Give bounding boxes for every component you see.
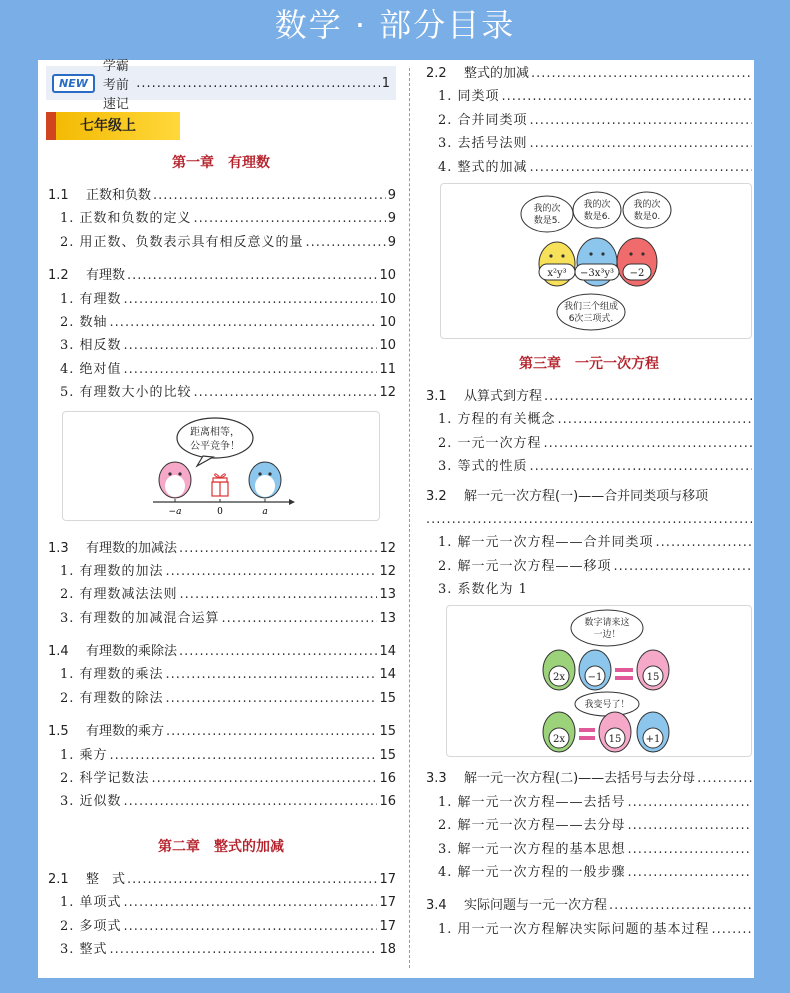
page-number: 12 — [379, 540, 396, 556]
page-number: 15 — [379, 690, 396, 706]
equation-illustration — [446, 605, 752, 757]
page-number: 12 — [379, 385, 396, 401]
right-column — [424, 62, 754, 941]
item-title: 3. 相反数 — [60, 338, 122, 354]
section-title: 解一元一次方程(二)——去括号与去分母 — [464, 771, 696, 787]
bubble-text: 一边！ — [593, 630, 621, 641]
equation-term: 15 — [608, 734, 622, 746]
leader-dots — [531, 62, 752, 85]
leader-dots — [179, 640, 377, 663]
page-number: 16 — [379, 794, 396, 810]
item-title: 3. 有理数的加减混合运算 — [60, 610, 220, 626]
monomial-label: −3x³y³ — [579, 267, 615, 279]
leader-dots — [530, 455, 752, 478]
leader-dots — [502, 85, 752, 108]
leader-dots — [124, 915, 378, 938]
toc-item[interactable] — [424, 408, 754, 431]
page-number: 17 — [379, 871, 396, 887]
leader-dots — [124, 790, 378, 813]
bubble-text: 数是6. — [583, 211, 611, 222]
toc-item[interactable] — [424, 109, 754, 132]
page-number: 14 — [379, 667, 396, 683]
item-title: 1. 乘方 — [60, 747, 108, 763]
section-number: 2.1 — [48, 871, 69, 887]
arrow-icon — [289, 499, 295, 505]
toc-item[interactable] — [424, 861, 754, 884]
toc-item[interactable] — [46, 607, 396, 630]
page-number: 15 — [379, 747, 396, 763]
leader-dots — [628, 838, 752, 861]
bubble-text: 我的次 — [633, 199, 661, 210]
toc-section[interactable] — [424, 385, 754, 408]
toc-section[interactable] — [424, 485, 754, 508]
section-number: 3.4 — [426, 898, 447, 914]
leader-dots — [124, 334, 378, 357]
item-title: 1. 解一元一次方程——合并同类项 — [438, 535, 654, 551]
page-number: 9 — [387, 234, 396, 250]
bubble-text: 我变号了！ — [584, 700, 630, 711]
item-title: 3. 解一元一次方程的基本思想 — [438, 841, 626, 857]
new-entry[interactable] — [46, 58, 396, 112]
new-badge: NEW — [52, 74, 95, 93]
chapter-title: 第一章 有理数 — [172, 155, 270, 171]
equation-term: 2x — [552, 672, 566, 684]
chapter-title: 第二章 整式的加减 — [158, 838, 284, 855]
pink-character — [159, 462, 191, 498]
page-number: 18 — [379, 941, 396, 957]
tick-label: 0 — [217, 506, 223, 517]
item-title: 3. 系数化为 1 — [438, 582, 528, 598]
polynomial-illustration — [440, 183, 752, 339]
item-title: 1. 用一元一次方程解决实际问题的基本过程 — [438, 921, 710, 937]
section-title: 整式的加减 — [464, 66, 530, 81]
item-title: 2. 合并同类项 — [438, 112, 528, 128]
leader-dots — [194, 381, 378, 404]
item-title: 1. 单项式 — [60, 895, 122, 911]
page-header — [0, 0, 790, 56]
toc-item[interactable] — [424, 132, 754, 155]
bubble-text: 我的次 — [583, 199, 611, 210]
leader-dots — [544, 385, 752, 408]
leader-dots — [124, 358, 378, 381]
item-title: 3. 去括号法则 — [438, 136, 528, 152]
toc-section[interactable] — [424, 62, 754, 85]
leader-dots — [110, 311, 378, 334]
item-title: 1. 有理数的乘法 — [60, 667, 164, 683]
grade-banner: 七年级上 — [46, 112, 180, 140]
item-title: 1. 正数和负数的定义 — [60, 211, 192, 227]
bubble-text: 我们三个组成 — [563, 301, 619, 312]
item-title: 2. 有理数减法法则 — [60, 587, 178, 603]
monomial-label: x²y³ — [547, 267, 567, 279]
toc-item[interactable] — [46, 358, 396, 381]
leader-dots — [558, 408, 752, 431]
item-title: 3. 近似数 — [60, 794, 122, 810]
item-title: 2. 多项式 — [60, 918, 122, 934]
leader-dots — [166, 663, 378, 686]
leader-dots — [179, 537, 377, 560]
section-title: 正数和负数 — [86, 188, 152, 203]
page-number: 11 — [379, 361, 396, 377]
item-title: 4. 绝对值 — [60, 361, 122, 377]
toc-section[interactable] — [46, 264, 396, 287]
left-column — [46, 58, 396, 961]
leader-dots — [110, 744, 378, 767]
item-title: 1. 同类项 — [438, 89, 500, 105]
leader-dots — [222, 607, 378, 630]
toc-item[interactable] — [46, 334, 396, 357]
page-number: 15 — [379, 724, 396, 740]
toc-item[interactable] — [424, 838, 754, 861]
leader-dots — [697, 767, 752, 790]
equation-term: 2x — [552, 734, 566, 746]
monomial-label: −2 — [629, 267, 645, 279]
leader-dots — [628, 861, 752, 884]
page-number: 12 — [379, 563, 396, 579]
leader-dots — [530, 132, 752, 155]
leader-dots — [166, 560, 378, 583]
section-title: 从算式到方程 — [464, 388, 543, 404]
item-title: 1. 有理数的加法 — [60, 563, 164, 579]
section-number: 3.1 — [426, 388, 447, 404]
section-title: 有理数的加减法 — [86, 540, 178, 556]
toc-section[interactable] — [46, 868, 396, 891]
item-title: 2. 用正数、负数表示具有相反意义的量 — [60, 234, 304, 250]
equals-icon — [615, 668, 633, 680]
new-entry-title: 学霸考前速记 — [102, 58, 129, 112]
toc-item[interactable] — [46, 790, 396, 813]
toc-item[interactable] — [46, 744, 396, 767]
toc-item[interactable] — [46, 938, 396, 961]
item-title: 5. 有理数大小的比较 — [60, 385, 192, 401]
equation-term: −1 — [587, 672, 603, 684]
page-number: 10 — [379, 291, 396, 307]
leader-dots — [153, 184, 386, 207]
gift-icon — [212, 473, 228, 495]
bubble-text: 6次三项式. — [568, 313, 614, 324]
section-title: 有理数的乘方 — [86, 724, 165, 740]
item-title: 2. 有理数的除法 — [60, 690, 164, 706]
section-title: 整 式 — [86, 871, 126, 887]
section-title: 实际问题与一元一次方程 — [464, 898, 608, 914]
leader-dots — [180, 583, 378, 606]
section-number: 1.1 — [48, 188, 69, 203]
page-number: 13 — [379, 610, 396, 626]
leader-dots — [609, 894, 752, 917]
toc-item[interactable] — [424, 918, 754, 941]
leader-dots — [127, 868, 377, 891]
leader-dots — [136, 76, 380, 91]
toc-section[interactable] — [46, 184, 396, 207]
page-number: 14 — [379, 644, 396, 660]
toc-item[interactable] — [46, 560, 396, 583]
leader-dots — [306, 231, 386, 254]
toc-section[interactable] — [424, 894, 754, 917]
page-title: 数学 · 部分目录 — [274, 6, 516, 44]
leader-dots — [426, 508, 752, 531]
toc-item[interactable] — [46, 767, 396, 790]
leader-dots — [614, 555, 752, 578]
toc-item[interactable] — [424, 432, 754, 455]
toc-item[interactable] — [424, 156, 754, 179]
item-title: 4. 整式的加减 — [438, 159, 528, 175]
toc-item[interactable] — [46, 687, 396, 710]
section-number: 2.2 — [426, 66, 447, 81]
toc-item[interactable] — [424, 531, 754, 554]
item-title: 2. 科学记数法 — [60, 771, 150, 787]
toc-item[interactable] — [46, 381, 396, 404]
leader-dots — [166, 720, 377, 743]
page-number: 17 — [379, 895, 396, 911]
toc-leader-line — [424, 508, 754, 531]
section-number: 1.5 — [48, 724, 69, 740]
leader-dots — [110, 938, 378, 961]
section-title: 解一元一次方程(一)——合并同类项与移项 — [464, 488, 709, 504]
item-title: 3. 整式 — [60, 941, 108, 957]
equation-term: 15 — [646, 672, 660, 684]
toc-section[interactable] — [424, 767, 754, 790]
bubble-text: 距离相等， — [190, 426, 240, 438]
item-title: 2. 解一元一次方程——去分母 — [438, 818, 626, 834]
toc-item[interactable] — [424, 555, 754, 578]
page-number: 9 — [387, 211, 396, 227]
page-number: 17 — [379, 918, 396, 934]
equals-icon — [579, 728, 595, 740]
leader-dots — [628, 791, 752, 814]
section-number: 1.4 — [48, 644, 69, 660]
item-title: 1. 解一元一次方程——去括号 — [438, 794, 626, 810]
page-number: 10 — [379, 268, 396, 284]
bubble-text: 我的次 — [533, 203, 561, 214]
bubble-text: 数字请来这 — [584, 618, 630, 629]
section-number: 3.2 — [426, 488, 447, 504]
leader-dots — [544, 432, 752, 455]
leader-dots — [166, 687, 378, 710]
item-title: 1. 方程的有关概念 — [438, 412, 556, 428]
page-number: 10 — [379, 314, 396, 330]
leader-dots — [124, 288, 378, 311]
bubble-text: 公平竞争！ — [190, 440, 240, 452]
toc-item[interactable] — [424, 455, 754, 478]
toc-item[interactable] — [424, 814, 754, 837]
toc-item[interactable] — [46, 231, 396, 254]
page-number: 9 — [387, 188, 396, 203]
item-title: 2. 解一元一次方程——移项 — [438, 558, 612, 574]
leader-dots — [194, 207, 386, 230]
item-title: 2. 一元一次方程 — [438, 435, 542, 451]
toc-item[interactable] — [424, 85, 754, 108]
toc-item[interactable] — [46, 583, 396, 606]
item-title: 2. 数轴 — [60, 314, 108, 330]
item-title: 1. 有理数 — [60, 291, 122, 307]
toc-item[interactable] — [46, 915, 396, 938]
section-number: 1.2 — [48, 268, 69, 284]
toc-item[interactable] — [46, 288, 396, 311]
new-entry-page: 1 — [381, 75, 390, 91]
section-number: 1.3 — [48, 540, 69, 556]
toc-item[interactable] — [46, 311, 396, 334]
leader-dots — [712, 918, 752, 941]
toc-item[interactable] — [46, 891, 396, 914]
leader-dots — [530, 156, 752, 179]
toc-item[interactable] — [46, 207, 396, 230]
toc-item[interactable] — [424, 578, 754, 601]
section-title: 有理数 — [86, 268, 126, 284]
column-divider — [409, 68, 410, 968]
leader-dots — [152, 767, 378, 790]
number-line-illustration — [62, 411, 380, 521]
chapter-title: 第三章 一元一次方程 — [519, 355, 659, 372]
page-number: 10 — [379, 338, 396, 354]
item-title: 3. 等式的性质 — [438, 459, 528, 475]
tick-label: a — [262, 506, 268, 517]
leader-dots — [124, 891, 378, 914]
leader-dots — [530, 109, 752, 132]
section-number: 3.3 — [426, 771, 447, 787]
equation-term: +1 — [645, 734, 661, 746]
toc-section[interactable] — [46, 720, 396, 743]
toc-item[interactable] — [46, 663, 396, 686]
toc-section[interactable] — [46, 537, 396, 560]
page-number: 16 — [379, 771, 396, 787]
toc-item[interactable] — [424, 791, 754, 814]
leader-dots — [656, 531, 752, 554]
blue-character — [249, 462, 281, 498]
section-title: 有理数的乘除法 — [86, 644, 178, 660]
tick-label: −a — [168, 506, 182, 517]
page-number: 13 — [379, 587, 396, 603]
bubble-text: 数是5. — [533, 215, 561, 226]
item-title: 4. 解一元一次方程的一般步骤 — [438, 865, 626, 881]
bubble-text: 数是0. — [633, 211, 661, 222]
leader-dots — [127, 264, 377, 287]
leader-dots — [628, 814, 752, 837]
toc-section[interactable] — [46, 640, 396, 663]
